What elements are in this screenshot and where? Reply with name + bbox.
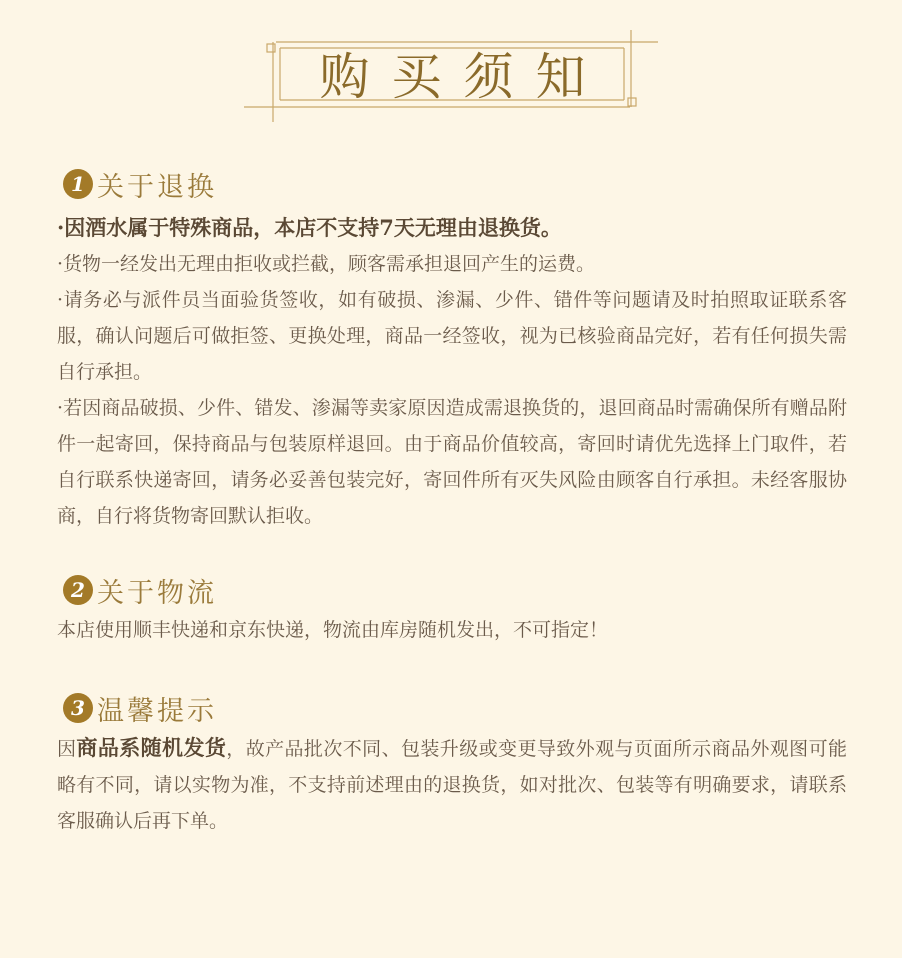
section-tips: [57, 690, 847, 839]
section-title: 关于物流: [97, 577, 217, 609]
number-badge: 2: [63, 575, 93, 605]
section-title: 温馨提示: [97, 695, 217, 727]
lead-text: 因: [57, 738, 77, 760]
number-badge: 1: [63, 169, 93, 199]
paragraph: ·若因商品破损、少件、错发、渗漏等卖家原因造成需退换货的，退回商品时需确保所有赠品附件一起寄回，保持商品与包装原样退回。由于商品价值较高，寄回时请优先选择上门取件，若自行联系快递寄回，请务必妥善包装完好，寄回件所有灭失风险由顾客自行承担。未经客服协商，自行将货物寄回默认拒收。: [57, 397, 847, 527]
section-header: [57, 166, 847, 202]
section-logistics: [57, 572, 847, 648]
section-header: [57, 690, 847, 726]
section-title: 关于退换: [97, 171, 217, 203]
number-badge: 3: [63, 693, 93, 723]
emphasis-text: 商品系随机发货: [76, 735, 227, 760]
page-title: 购买须知: [319, 48, 608, 106]
title-frame: [0, 0, 902, 130]
section-returns: [57, 166, 847, 534]
body-text: ，故产品批次不同、包装升级或变更导致外观与页面所示商品外观图可能略有不同，请以实物为准，不支持前述理由的退换货，如对批次、包装等有明确要求，请联系客服确认后再下单。: [57, 738, 847, 832]
paragraph: ·因酒水属于特殊商品，本店不支持7天无理由退换货。: [57, 215, 562, 240]
paragraph: [57, 730, 847, 839]
paragraph: 本店使用顺丰快递和京东快递，物流由库房随机发出，不可指定！: [57, 619, 609, 641]
section-header: [57, 572, 847, 608]
paragraph: ·请务必与派件员当面验货签收，如有破损、渗漏、少件、错件等问题请及时拍照取证联系客服，确认问题后可做拒签、更换处理，商品一经签收，视为已核验商品完好，若有任何损失需自行承担。: [57, 289, 847, 383]
paragraph: ·货物一经发出无理由拒收或拦截，顾客需承担退回产生的运费。: [57, 253, 596, 275]
